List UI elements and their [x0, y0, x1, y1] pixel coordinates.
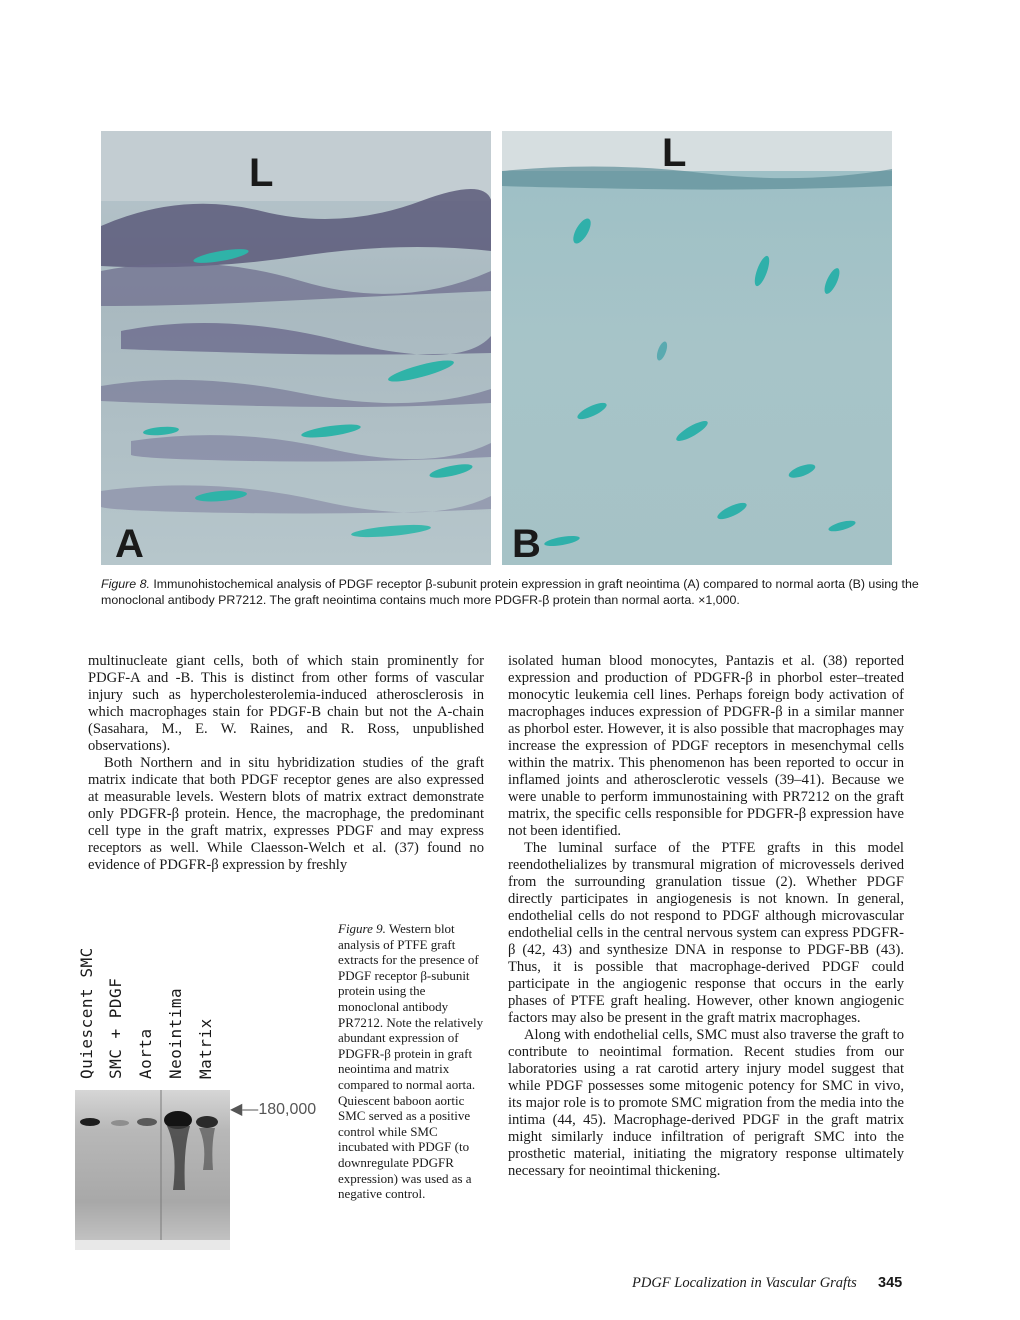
figure-9-caption-label: Figure 9. — [338, 921, 386, 936]
right-paragraph-1: isolated human blood monocytes, Pantazis et al. (38) reported expression and production of PDGFR-β in phorbol ester–treated monocytic leukemia cell lines. Perhaps foreign body activation of macrophages induces expression of PDGFR-β in a similar manner as phorbol ester. However, it is also possible that macrophages may increase the expression of PDGF receptors in mesenchymal cells within the matrix. This phenomenon has been reported to occur in inflamed joints and atherosclerotic vessels (39–41). Because we were unable to perform immunostaining with PR7212 on the graft matrix, the specific cells responsible for PDGFR-β expression have not been identified. — [508, 653, 904, 839]
lane-label-neointima: Neointima — [166, 987, 185, 1079]
western-blot-image — [75, 1090, 230, 1250]
right-paragraph-2: The luminal surface of the PTFE grafts in this model reendothelializes by transmural migration of microvessels derived from the surrounding granulation tissue (2). Whether PDGF directly participates in angiogenesis is not known. In general, endothelial cells do not respond to PDGF although microvascular endothelial cells in the central nervous system can express PDGFR-β (42, 43) and synthesize DNA in response to PDGF-BB (43). Thus, it is possible that macrophage-derived PDGF could participate in the angiogenic response that occurs in the early phases of PTFE graft healing. However, other known angiogenic factors may also be present in the graft matrix macrophages. — [508, 840, 904, 1026]
molecular-weight-marker — [230, 1099, 316, 1119]
panel-b-letter: B — [512, 522, 541, 565]
marker-arrow-icon: ◀— — [230, 1101, 259, 1118]
running-title: PDGF Localization in Vascular Grafts — [632, 1275, 857, 1291]
figure-8-caption — [101, 576, 921, 608]
figure-8-panel-b-micrograph — [502, 131, 892, 565]
marker-value: 180,000 — [258, 1101, 317, 1118]
lane-label-quiescent-smc: Quiescent SMC — [77, 947, 96, 1079]
figure-8-caption-label: Figure 8. — [101, 577, 150, 591]
figure-9-caption-text: Western blot analysis of PTFE graft extracts for the presence of PDGF receptor β-subunit protein using the monoclonal antibody PR7212. Note the relatively abundant expression of PDGFR-β protein in graft neointima and matrix compared to normal aorta. Quiescent baboon aortic SMC served as a positive control while SMC incubated with PDGF (to downregulate PDGFR expression) was used as a negative control. — [338, 921, 484, 1202]
panel-b-lumen-label: L — [662, 131, 687, 175]
western-blot-bands — [75, 1090, 230, 1250]
lane-label-aorta: Aorta — [136, 1028, 155, 1079]
page-number: 345 — [878, 1275, 903, 1291]
left-paragraph-2: Both Northern and in situ hybridization studies of the graft matrix indicate that both PDGF receptor genes are also expressed at measurable levels. Western blots of matrix extract demonstrate only PDGFR-β protein. Hence, the macrophage, the predominant cell type in the graft matrix, expresses PDGF and may express receptors as well. While Claesson-Welch et al. (37) found no evidence of PDGFR-β expression by freshly — [88, 755, 484, 873]
panel-a-letter: A — [115, 522, 144, 565]
lane-label-matrix: Matrix — [196, 1018, 215, 1079]
panel-a-tissue-image — [101, 131, 491, 565]
figure-8-caption-text: Immunohistochemical analysis of PDGF receptor β-subunit protein expression in graft neointima (A) compared to normal aorta (B) using the monoclonal antibody PR7212. The graft neointima contains much more PDGFR-β protein than normal aorta. ×1,000. — [101, 577, 919, 607]
lane-label-smc-pdgf: SMC + PDGF — [106, 977, 125, 1079]
panel-b-tissue-image — [502, 131, 892, 565]
left-text-column — [88, 653, 484, 874]
figure-9-caption — [338, 921, 488, 1202]
figure-8-panel-a-micrograph — [101, 131, 491, 565]
left-paragraph-1: multinucleate giant cells, both of which stain prominently for PDGF-A and -B. This is distinct from other forms of vascular injury such as hypercholesterolemia-induced atherosclerosis in which macrophages stain for PDGF-B chain but not the A-chain (Sasahara, M., E. W. Raines, and R. Ross, unpublished observations). — [88, 653, 484, 754]
right-paragraph-3: Along with endothelial cells, SMC must also traverse the graft to contribute to neointimal formation. Recent studies from our laboratories using a rat carotid artery injury model suggest that while PDGF possesses some mitogenic potency for SMC in vivo, its major role is to promote SMC migration from the media into the intima (44, 45). Macrophage-derived PDGF in the graft matrix might similarly induce infiltration of perigraft SMC into the prosthetic material, initiating the migratory response ultimately necessary for neointimal thickening. — [508, 1027, 904, 1179]
panel-a-lumen-label: L — [249, 151, 274, 195]
right-text-column — [508, 653, 904, 1180]
